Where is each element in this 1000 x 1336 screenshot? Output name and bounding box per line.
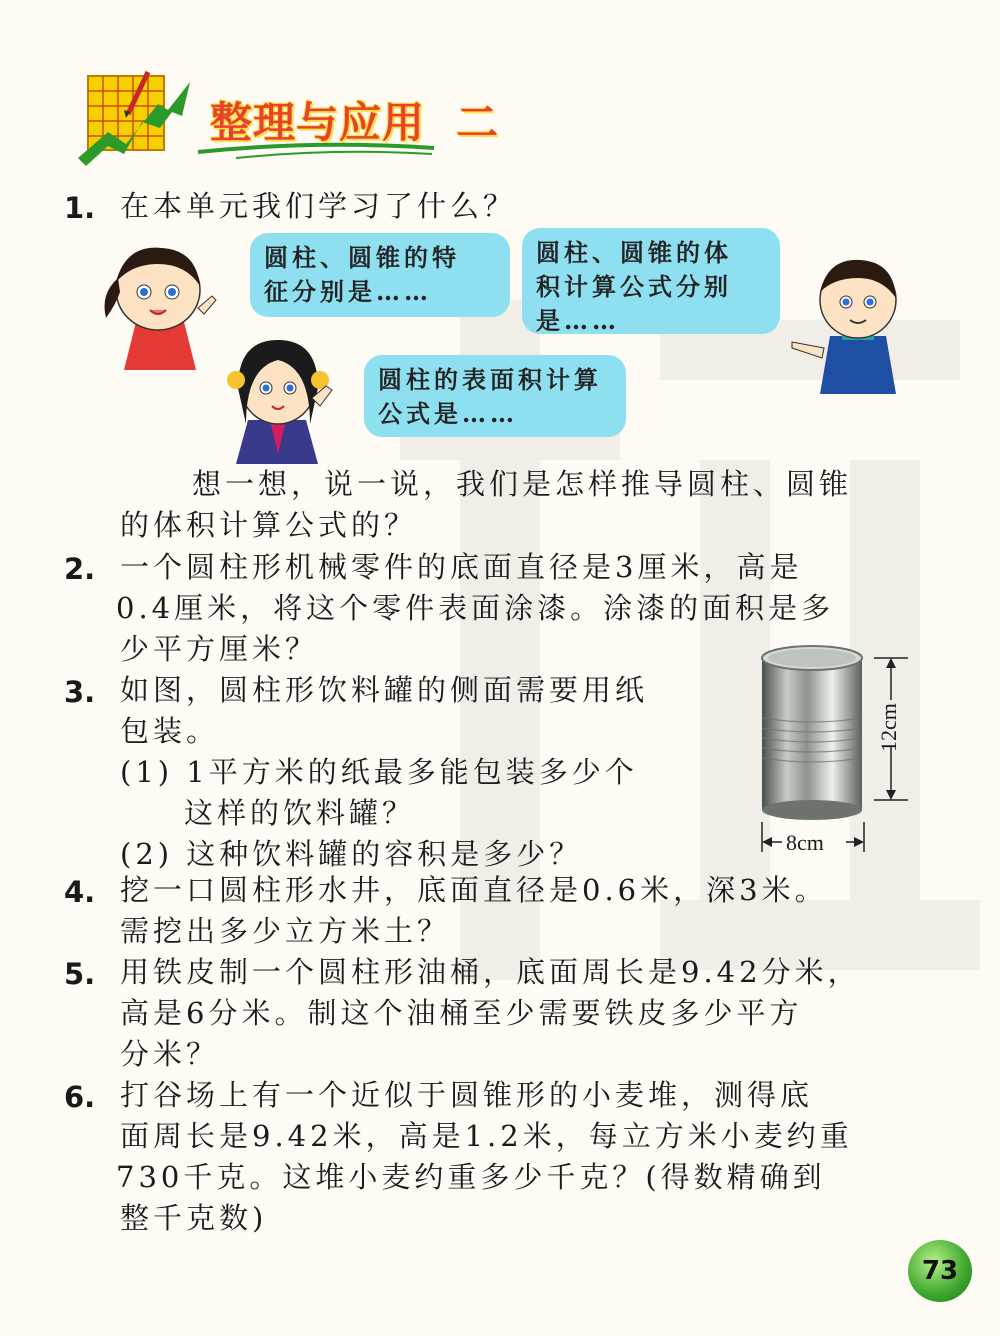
bubble-line: 是……: [536, 306, 620, 335]
question-4-line-2: 需挖出多少立方米土？: [120, 914, 451, 948]
bubble-line: 圆柱、圆锥的体: [536, 238, 732, 267]
question-6-number: 6.: [64, 1080, 96, 1114]
question-6-line-3: 730千克。这堆小麦约重多少千克？(得数精确到: [116, 1160, 826, 1194]
question-1-number: 1.: [64, 191, 96, 225]
section-number: 二: [456, 98, 499, 147]
question-4-number: 4.: [64, 875, 96, 909]
chart-logo-icon: [78, 62, 198, 172]
question-2-line-3: 少平方厘米？: [120, 632, 319, 666]
question-1-text: 在本单元我们学习了什么？: [120, 189, 517, 223]
question-2-line-2: 0.4厘米，将这个零件表面涂漆。涂漆的面积是多: [116, 591, 835, 625]
bubble-line: 公式是……: [378, 399, 518, 428]
question-4-line-1: 挖一口圆柱形水井，底面直径是0.6米，深3米。: [120, 873, 828, 907]
question-3-line-1: 如图，圆柱形饮料罐的侧面需要用纸: [120, 673, 649, 707]
question-3-number: 3.: [64, 675, 96, 709]
question-2-line-1: 一个圆柱形机械零件的底面直径是3厘米，高是: [120, 550, 803, 584]
can-height-label: 12cm: [876, 703, 901, 752]
speech-bubble-girl-2: [364, 355, 626, 437]
think-prompt-line-1: 想一想，说一说，我们是怎样推导圆柱、圆锥: [192, 467, 853, 501]
question-5-number: 5.: [64, 957, 96, 991]
question-6-line-4: 整千克数): [120, 1201, 268, 1235]
title-underline: [196, 140, 436, 162]
question-5-line-3: 分米？: [120, 1037, 220, 1071]
boy-character-icon: [790, 248, 920, 394]
page-number-badge: 73: [908, 1240, 972, 1302]
think-prompt-line-2: 的体积计算公式的？: [120, 508, 418, 542]
question-3-part-1-line-1: (1) 1平方米的纸最多能包装多少个: [120, 755, 638, 789]
question-5-line-1: 用铁皮制一个圆柱形油桶，底面周长是9.42分米，: [120, 955, 861, 989]
girl-with-bows-icon: [214, 328, 344, 464]
bubble-line: 积计算公式分别: [536, 272, 732, 301]
speech-bubble-boy: [522, 228, 780, 334]
question-6-line-1: 打谷场上有一个近似于圆锥形的小麦堆，测得底: [120, 1078, 814, 1112]
question-5-line-2: 高是6分米。制这个油桶至少需要铁皮多少平方: [120, 996, 803, 1030]
bubble-line: 征分别是……: [264, 277, 432, 306]
question-2-number: 2.: [64, 552, 96, 586]
girl-character-icon: [96, 234, 226, 370]
question-3-part-1-line-2: 这样的饮料罐？: [184, 796, 416, 830]
section-title: 整理与应用: [210, 98, 426, 147]
bubble-line: 圆柱、圆锥的特: [264, 243, 460, 272]
can-width-label: 8cm: [786, 830, 824, 855]
question-3-line-2: 包装。: [120, 714, 220, 748]
bubble-line: 圆柱的表面积计算: [378, 365, 602, 394]
drink-can-figure: [752, 642, 922, 862]
question-3-part-2: (2) 这种饮料罐的容积是多少？: [120, 837, 583, 871]
question-6-line-2: 面周长是9.42米，高是1.2米，每立方米小麦约重: [120, 1119, 853, 1153]
speech-bubble-girl-1: [250, 233, 510, 317]
